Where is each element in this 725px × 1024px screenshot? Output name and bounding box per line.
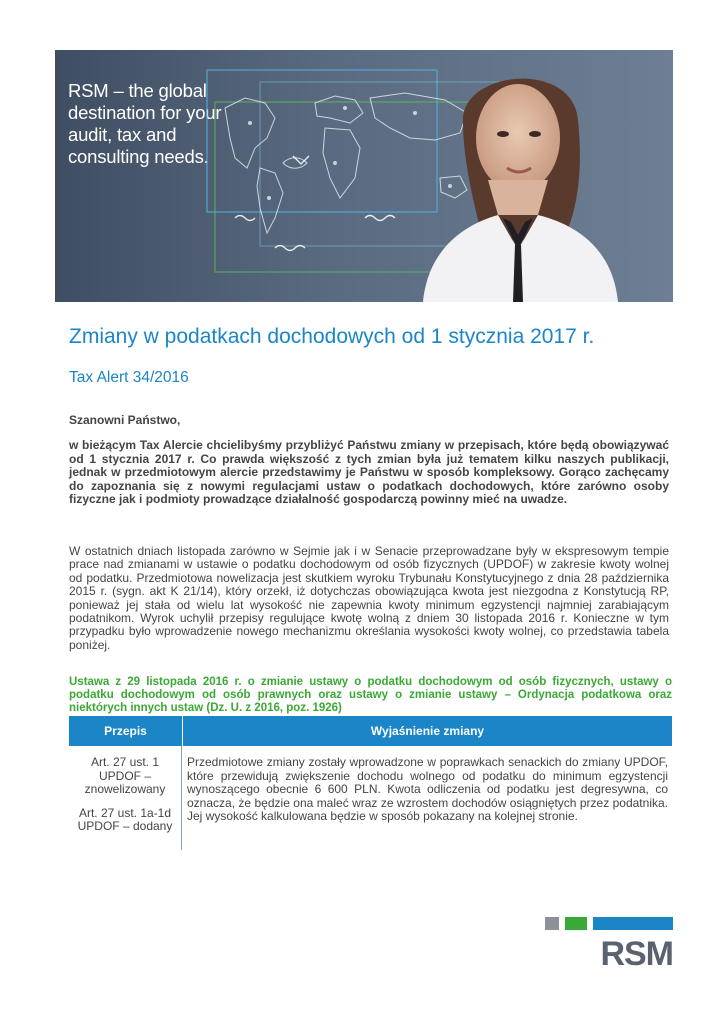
hero-banner [55,50,673,302]
changes-table [69,716,672,850]
provision-cell [69,746,182,850]
provision-1: Art. 27 ust. 1 UPDOF – znowelizowany [84,755,166,796]
document-subtitle: Tax Alert 34/2016 [69,369,189,386]
provision-2: Art. 27 ust. 1a-1d UPDOF – dodany [77,805,173,833]
logo-bar-blue [593,917,673,930]
businesswoman-photo [403,50,633,302]
banner-tagline: RSM – the global destination for your audit, tax and consulting needs. [68,80,222,167]
logo-bar-grey [545,917,559,930]
logo-bar-green [565,917,587,930]
table-header [69,716,672,746]
table-row [69,746,672,850]
explanation-cell: Przedmiotowe zmiany zostały wprowadzone w poprawkach senackich do zmiany UPDOF, które przewidują zwiększenie dochodu wolnego od podatku do minimum egzystencji wynoszącego obecnie 6 600 PLN. Kwota odliczenia od podatku jest degresywna, co oznacza, że będzie ona maleć wraz ze wzrostem dochodów osiągniętych przez podatnika. Jej wysokość kalkulowana będzie w sposób pokazany na kolejnej stronie. [187,755,668,823]
greeting: Szanowni Państwo, [69,413,181,427]
logo-text: RSM [600,935,673,973]
document-title: Zmiany w podatkach dochodowych od 1 stycznia 2017 r. [69,325,595,348]
header-explanation: Wyjaśnienie zmiany [182,716,672,746]
body-paragraph: W ostatnich dniach listopada zarówno w Sejmie jak i w Senacie przeprowadzane były w ekspresowym tempie prace nad zmianami w ustawie o podatku dochodowym od osób fizycznych (UPDOF) w zakresie kwoty wolnej od podatku. Przedmiotowa nowelizacja jest skutkiem wyroku Trybunału Konstytucyjnego z dnia 28 października 2015 r. (sygn. akt K 21/14), który orzekł, iż dotychczas obowiązująca kwota jest niezgodna z Konstytucją RP, ponieważ jej stała od wielu lat wysokość nie zapewnia kwoty minimum egzystencji najmniej zarabiającym podatnikom. Wyrok uchylił przepisy regulujące kwotę wolną z dniem 30 listopada 2016 r. Konieczne w tym przypadku było wprowadzenie nowego mechanizmu określania wysokości kwoty wolnej, co przedstawia tabela poniżej. [69,544,669,652]
header-provision: Przepis [104,724,147,738]
act-title: Ustawa z 29 listopada 2016 r. o zmianie ustawy o podatku dochodowym od osób fizycznych, ustawy o podatku dochodowym od osób prawnych oraz ustawy o zmianie ustawy – Ordynacja podatkowa oraz niektórych innych ustaw (Dz. U. z 2016, poz. 1926) [69,676,672,714]
logo-bars [545,917,673,930]
rsm-logo [545,917,673,971]
intro-paragraph: w bieżącym Tax Alercie chcielibyśmy przybliżyć Państwu zmiany w przepisach, które będą obowiązywać od 1 stycznia 2017 r. Co prawda większość z tych zmian była już tematem kilku naszych publikacji, jednak w przedmiotowym alercie przedstawimy je Państwu w sposób kompleksowy. Gorąco zachęcamy do zapoznania się z nowymi regulacjami ustaw o podatkach dochodowych, które zarówno osoby fizyczne jak i podmioty prowadzące działalność gospodarczą powinny mieć na uwadze. [69,438,669,506]
